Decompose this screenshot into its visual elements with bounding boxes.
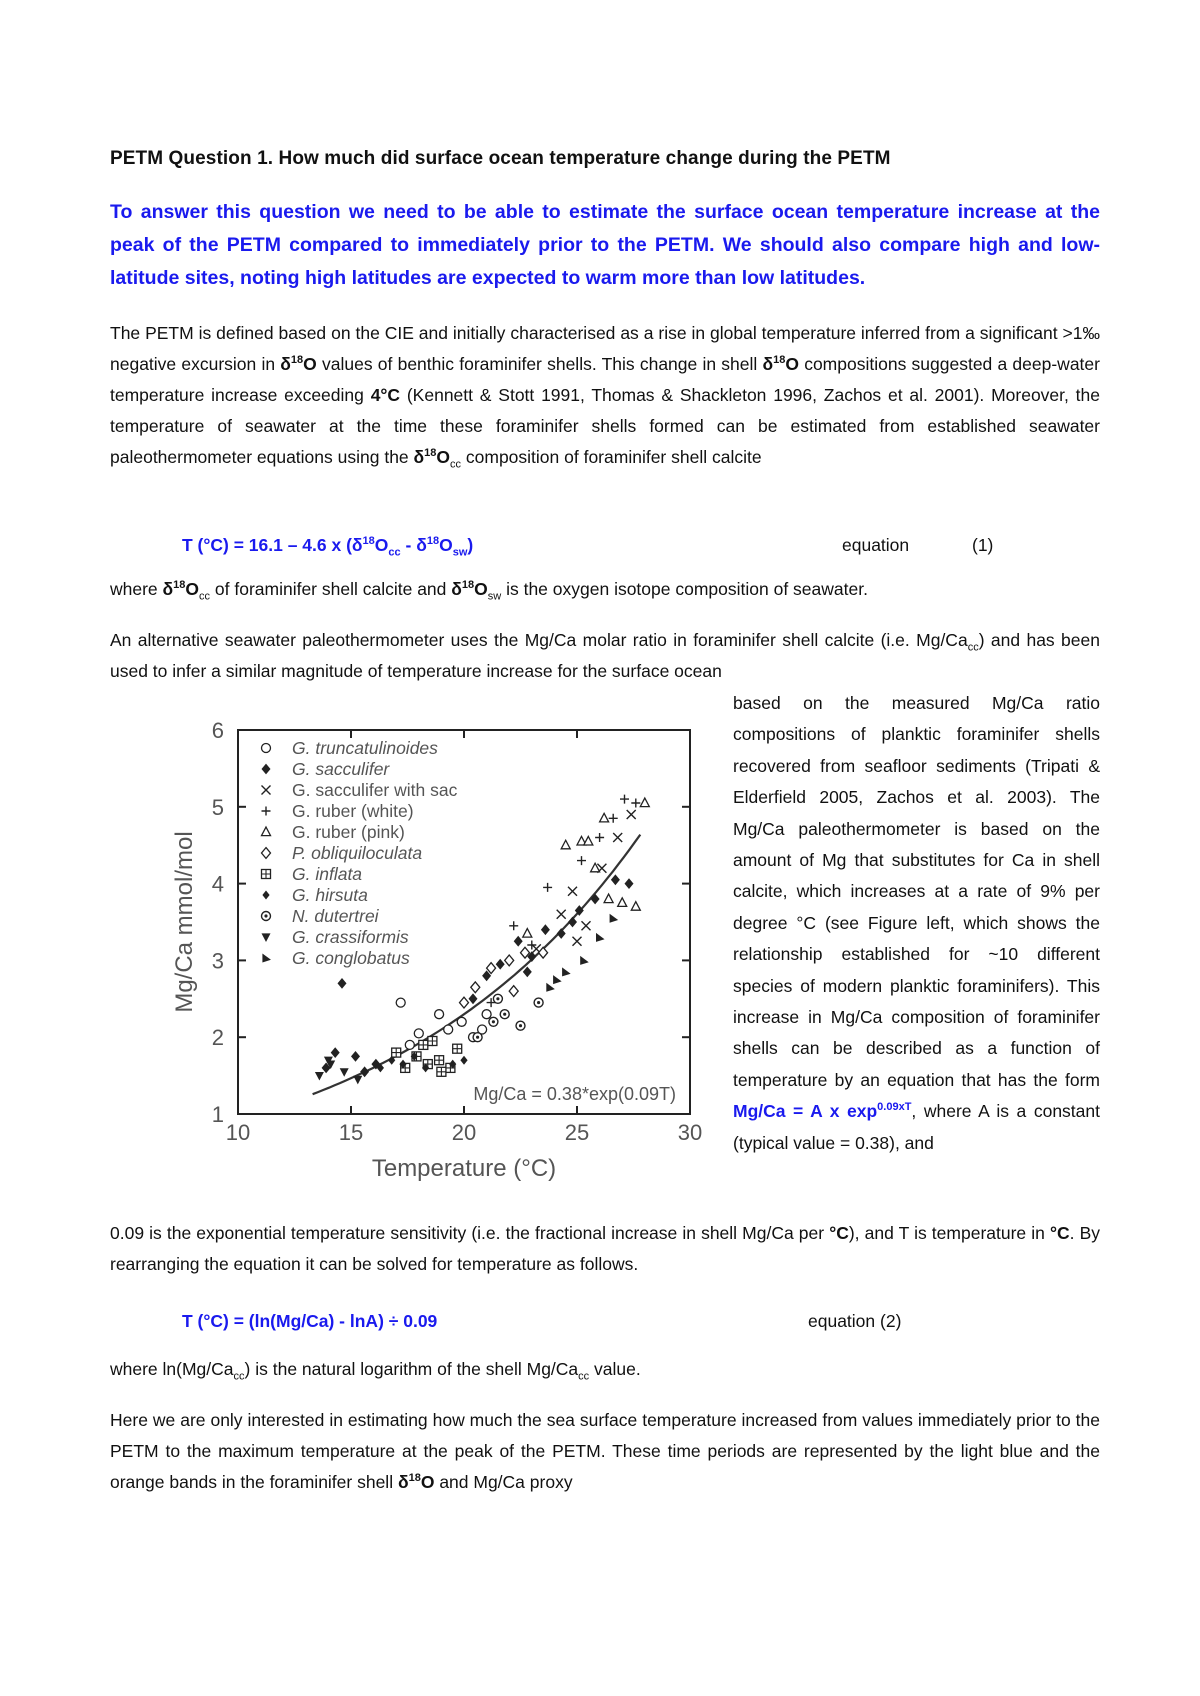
x-tick-label: 10	[225, 1120, 251, 1145]
data-point	[469, 993, 478, 1004]
where-paragraph-1: where $\delta^{18}O_{cc}$ of foraminifer shell calcite and $\delta^{18}O_{sw}$ is the oxygen isotope composition of seawater.	[110, 579, 868, 603]
legend-marker	[262, 764, 271, 775]
y-tick-label: 5	[211, 794, 224, 820]
y-axis-label: Mg/Ca mmol/mol	[171, 831, 198, 1013]
data-point	[487, 963, 496, 974]
data-point	[392, 1048, 401, 1057]
data-point	[516, 1021, 525, 1030]
y-tick-label: 1	[211, 1102, 224, 1127]
legend-marker	[262, 807, 271, 816]
x-tick-label: 20	[451, 1120, 477, 1145]
legend-label: G. ruber (white)	[292, 801, 414, 821]
data-point	[428, 1037, 437, 1046]
legend-marker	[262, 786, 271, 795]
data-point	[573, 937, 582, 946]
legend-marker	[262, 827, 271, 836]
equation-2-label: equation (2)	[808, 1311, 902, 1331]
data-point	[541, 924, 550, 935]
data-point	[584, 836, 593, 845]
petm-definition-paragraph: The PETM is defined based on the CIE and initially characterised as a rise in global temperature inferred from a significant >1‰ negative excursion in $\delta^{18}O$ values of benthic foraminifer shells. This change in shell $\delta^{18}O$ compositions suggested a deep-water temperature increase exceeding 4°C (Kennett & Stott 1991, Thomas & Shackleton 1996, Zachos et al. 2001). Moreover, the temperature of seawater at the time these foraminifer shells formed can be estimated from established seawater paleothermometer equations using the $\delta^{18}O_{cc}$ composition of foraminifer shell calcite	[110, 323, 1101, 471]
alternative-paragraph: An alternative seawater paleothermometer uses the Mg/Ca molar ratio in foraminifer shell calcite (i.e. $Mg/Ca_{cc}$) and has been used to infer a similar magnitude of temperature increase for the surface ocean	[110, 630, 1100, 681]
data-point	[457, 1017, 466, 1026]
data-point	[500, 1010, 509, 1019]
legend-label: N. dutertrei	[292, 906, 379, 926]
intro-paragraph: To answer this question we need to be able to estimate the surface ocean temperature increase at the peak of the PETM compared to immediately prior to the PETM. We should also compare high and low-latitude sites, noting high latitudes are expected to warm more than low latitudes.	[110, 201, 1100, 289]
mgca-temperature-figure	[171, 702, 713, 1212]
legend-marker	[262, 744, 271, 753]
y-tick-label: 3	[211, 948, 224, 974]
data-point	[568, 887, 577, 896]
data-point	[453, 1044, 462, 1053]
x-axis-label: Temperature (°C)	[371, 1155, 557, 1182]
data-point	[562, 967, 571, 976]
data-point	[437, 1067, 446, 1076]
data-point	[396, 998, 405, 1007]
data-point	[546, 983, 555, 992]
data-point	[509, 921, 518, 930]
data-point	[631, 902, 640, 911]
data-point	[631, 799, 640, 808]
data-point	[613, 833, 622, 842]
data-point	[596, 933, 605, 942]
y-tick-label: 6	[211, 718, 224, 743]
data-point	[496, 959, 505, 970]
data-point	[568, 917, 577, 928]
data-point	[331, 1047, 340, 1058]
legend-label: G. crassiformis	[292, 927, 409, 947]
data-point	[360, 1066, 369, 1077]
data-point	[539, 947, 548, 958]
data-point	[627, 810, 636, 819]
legend-marker	[262, 848, 271, 859]
y-tick-label: 4	[211, 871, 224, 897]
data-point	[505, 955, 514, 966]
legend-label: G. sacculifer with sac	[292, 780, 458, 800]
data-point	[414, 1029, 423, 1038]
equation-2: T (°C) = (ln(Mg/Ca) - lnA) ÷ 0.09	[182, 1311, 438, 1331]
data-point	[460, 1056, 467, 1065]
data-point	[582, 921, 591, 930]
legend-label: G. sacculifer	[292, 759, 390, 779]
legend-marker	[262, 891, 269, 900]
data-point	[523, 967, 532, 978]
data-point	[557, 910, 566, 919]
data-point	[444, 1025, 453, 1034]
data-point	[482, 1010, 491, 1019]
mgca-wrap-paragraph: based on the measured Mg/Ca ratio compositions of planktic foraminifer shells recovered from seafloor sediments (Tripati & Elderfield 2005, Zachos et al. 2003). The Mg/Ca paleothermometer is based on the amount of Mg that substitutes for Ca in shell calcite, which increases at a rate of 9% per degree °C (see Figure left, which shows the relationship established for ~10 different species of modern planktic foraminifers). This increase in Mg/Ca composition of foraminifer shells can be described as a function of temperature by an equation that has the form Mg/Ca = A x $\exp^{0.09xT}$, where A is a constant (typical value = 0.38), and	[733, 693, 1100, 1153]
legend-marker	[262, 954, 271, 963]
data-point	[543, 883, 552, 892]
data-point	[509, 986, 518, 997]
data-point	[640, 798, 649, 807]
x-tick-label: 25	[564, 1120, 590, 1145]
data-point	[353, 1076, 362, 1085]
data-point	[595, 833, 604, 842]
data-point	[460, 997, 469, 1008]
legend-label: G. inflata	[292, 864, 363, 884]
data-point	[340, 1068, 349, 1077]
y-tick-label: 2	[211, 1025, 224, 1051]
x-tick-label: 30	[677, 1120, 703, 1145]
petm-estimation-paragraph: Here we are only interested in estimating how much the sea surface temperature increased from values immediately prior to the PETM to the maximum temperature at the peak of the PETM. These time periods are represented by the light blue and the orange bands in the foraminifer shell $\delta^{18}O$ and Mg/Ca proxy	[110, 1410, 1100, 1492]
data-point	[577, 856, 586, 865]
equation-1-label: equation	[842, 535, 910, 555]
data-point	[435, 1010, 444, 1019]
legend-marker	[262, 933, 271, 942]
data-point	[489, 1017, 498, 1026]
data-point	[610, 914, 619, 923]
sensitivity-paragraph: 0.09 is the exponential temperature sensitivity (i.e. the fractional increase in shell Mg/Ca per °C), and T is temperature in °C. By rearranging the equation it can be solved for temperature as follows.	[110, 1223, 1101, 1274]
legend-marker	[262, 870, 271, 879]
data-point	[557, 928, 566, 939]
fit-annotation: Mg/Ca = 0.38*exp(0.09T)	[473, 1084, 676, 1104]
legend-label: G. ruber (pink)	[292, 822, 405, 842]
legend-marker	[262, 912, 271, 921]
data-point	[435, 1056, 444, 1065]
legend-label: P. obliquiloculata	[292, 843, 423, 863]
legend-label: G. conglobatus	[292, 948, 410, 968]
data-point	[493, 994, 502, 1003]
data-point	[620, 795, 629, 804]
data-point	[405, 1040, 414, 1049]
x-tick-label: 15	[338, 1120, 364, 1145]
equation-1-number: (1)	[972, 535, 994, 555]
legend-label: G. truncatulinoides	[292, 738, 438, 758]
data-point	[534, 998, 543, 1007]
data-point	[561, 840, 570, 849]
data-point	[351, 1051, 360, 1062]
question-heading: PETM Question 1. How much did surface ocean temperature change during the PETM	[110, 148, 891, 169]
data-point	[600, 813, 609, 822]
where-paragraph-2: where $\ln(Mg/Ca_{cc})$ is the natural logarithm of the shell $Mg/Ca_{cc}$ value.	[110, 1359, 641, 1383]
data-point	[473, 1033, 482, 1042]
equation-1: T (°C) = 16.1 – 4.6 x $(\delta^{18}O_{cc} - \delta^{18}O_{sw})$	[182, 535, 474, 559]
data-point	[523, 929, 532, 938]
data-point	[604, 894, 613, 903]
data-point	[419, 1040, 428, 1049]
data-point	[514, 936, 523, 947]
scatter-chart	[171, 702, 713, 1212]
data-point	[618, 898, 627, 907]
data-point	[471, 982, 480, 993]
data-point	[315, 1072, 324, 1081]
data-point	[609, 814, 618, 823]
data-point	[580, 956, 589, 965]
data-point	[625, 878, 634, 889]
legend-label: G. hirsuta	[292, 885, 368, 905]
data-point	[611, 874, 620, 885]
data-point	[553, 975, 562, 984]
data-point	[338, 978, 347, 989]
